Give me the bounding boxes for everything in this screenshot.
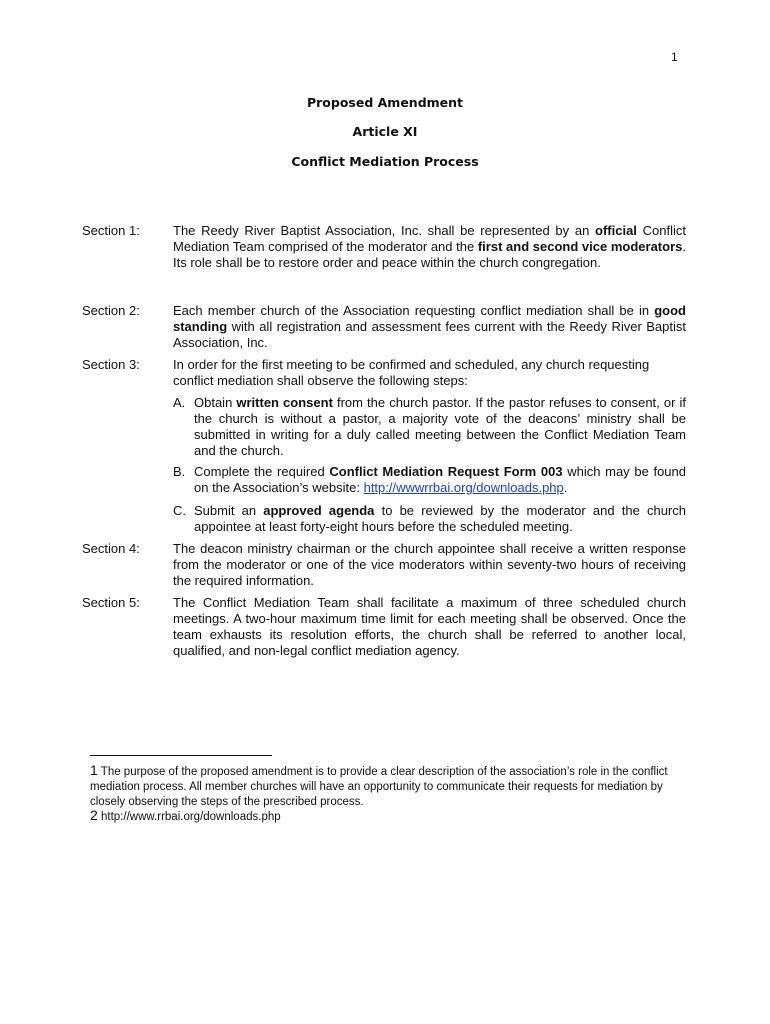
article-heading: Article XI xyxy=(352,124,418,139)
step-c-letter: C. xyxy=(173,503,186,518)
process-heading: Conflict Mediation Process xyxy=(291,154,479,169)
section-1-body: The Reedy River Baptist Association, Inc. shall be represented by an official Conflict Mediation Team comprised of the moderator and the first and second vice moderators. Its role shall be to restore order and peace within the church congregation. xyxy=(173,223,686,270)
section-1-label: Section 1: xyxy=(82,223,140,238)
section-2-body: Each member church of the Association requesting conflict mediation shall be in good standing with all registration and assessment fees current with the Reedy River Baptist Association, Inc. xyxy=(173,303,686,350)
step-a: A. Obtain written consent from the church pastor. If the pastor refuses to consent, or if the church is without a pastor, a majority vote of the deacons’ ministry shall be submitted in writing for a duly called meeting between the Conflict Mediation Team and the church. xyxy=(173,395,686,458)
section-4-label: Section 4: xyxy=(82,541,140,556)
section-3-label: Section 3: xyxy=(82,357,140,372)
step-b: B. Complete the required Conflict Mediation Request Form 003 which may be found on the Association’s website: http://wwwrrbai.org/downloads.php. xyxy=(173,464,686,495)
footnote-1-mark: 1 xyxy=(90,762,98,778)
section-4-body: The deacon ministry chairman or the church appointee shall receive a written response from the moderator or one of the vice moderators within seventy-two hours of receiving the required information. xyxy=(173,541,686,588)
step-b-letter: B. xyxy=(173,464,186,479)
section-2-label: Section 2: xyxy=(82,303,140,318)
section-3-body: In order for the first meeting to be confirmed and scheduled, any church requesting conflict mediation shall observe the following steps: xyxy=(173,357,650,388)
section-5-label: Section 5: xyxy=(82,595,140,610)
footnote-2 xyxy=(90,808,690,825)
footnote-1 xyxy=(90,763,690,810)
step-a-letter: A. xyxy=(173,395,186,410)
document-title: Proposed Amendment xyxy=(306,95,464,110)
footnote-2-text: http://www.rrbai.org/downloads.php xyxy=(101,811,281,823)
footnote-1-text: The purpose of the proposed amendment is to provide a clear description of the association’s role in the conflict mediation process. All member churches will have an opportunity to communicate their requests for mediation by closely observing the steps of the prescribed process. xyxy=(90,766,668,808)
step-c: C. Submit an approved agenda to be reviewed by the moderator and the church appointee at least forty-eight hours before the scheduled meeting. xyxy=(173,503,686,534)
section-5-body: The Conflict Mediation Team shall facilitate a maximum of three scheduled church meetings. A two-hour maximum time limit for each meeting shall be observed. Once the team exhausts its resolution efforts, the church shall be referred to another local, qualified, and non-legal conflict mediation agency. xyxy=(173,595,686,658)
footnote-2-mark: 2 xyxy=(90,807,98,823)
footnote-rule xyxy=(90,755,272,756)
downloads-link[interactable]: http://wwwrrbai.org/downloads.php xyxy=(363,480,564,495)
page-number: 1 xyxy=(671,50,678,64)
